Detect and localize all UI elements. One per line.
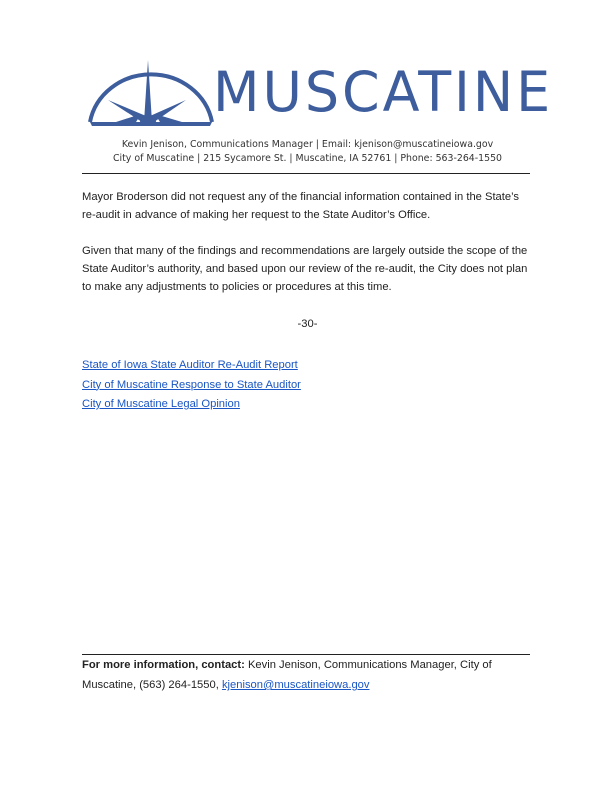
header-contact-line: Kevin Jenison, Communications Manager | Email: kjenison@muscatineiowa.gov [121, 139, 494, 150]
paragraph-2: Given that many of the findings and recommendations are largely outside the scope of the State Auditor’s authority, and based upon our review of the re-audit, the City does not plan to make any adjustments to policies or procedures at this time. [82, 245, 528, 293]
footer-email-link[interactable]: kjenison@muscatineiowa.gov [221, 679, 370, 691]
footer-contact [82, 655, 537, 695]
city-logo-icon [86, 56, 214, 126]
link-city-response[interactable]: City of Muscatine Response to State Auditor [82, 378, 301, 391]
link-re-audit-report[interactable]: State of Iowa State Auditor Re-Audit Report [82, 359, 298, 371]
link-legal-opinion[interactable]: City of Muscatine Legal Opinion [82, 398, 240, 410]
paragraph-1: Mayor Broderson did not request any of the financial information contained in the State’s re-audit in advance of making her request to the State Auditor’s Office. [82, 191, 519, 221]
footer-text: Kevin Jenison, Communications Manager, City of Muscatine, (563) 264-1550, [82, 659, 492, 691]
logo-wordmark: MUSCATINE [213, 60, 554, 124]
footer-label: For more information, contact: [82, 659, 245, 671]
links-list [82, 355, 301, 414]
end-mark: -30- [297, 318, 318, 330]
header-divider [82, 173, 530, 174]
header-address-line: City of Muscatine | 215 Sycamore St. | Muscatine, IA 52761 | Phone: 563-264-1550 [112, 153, 502, 164]
